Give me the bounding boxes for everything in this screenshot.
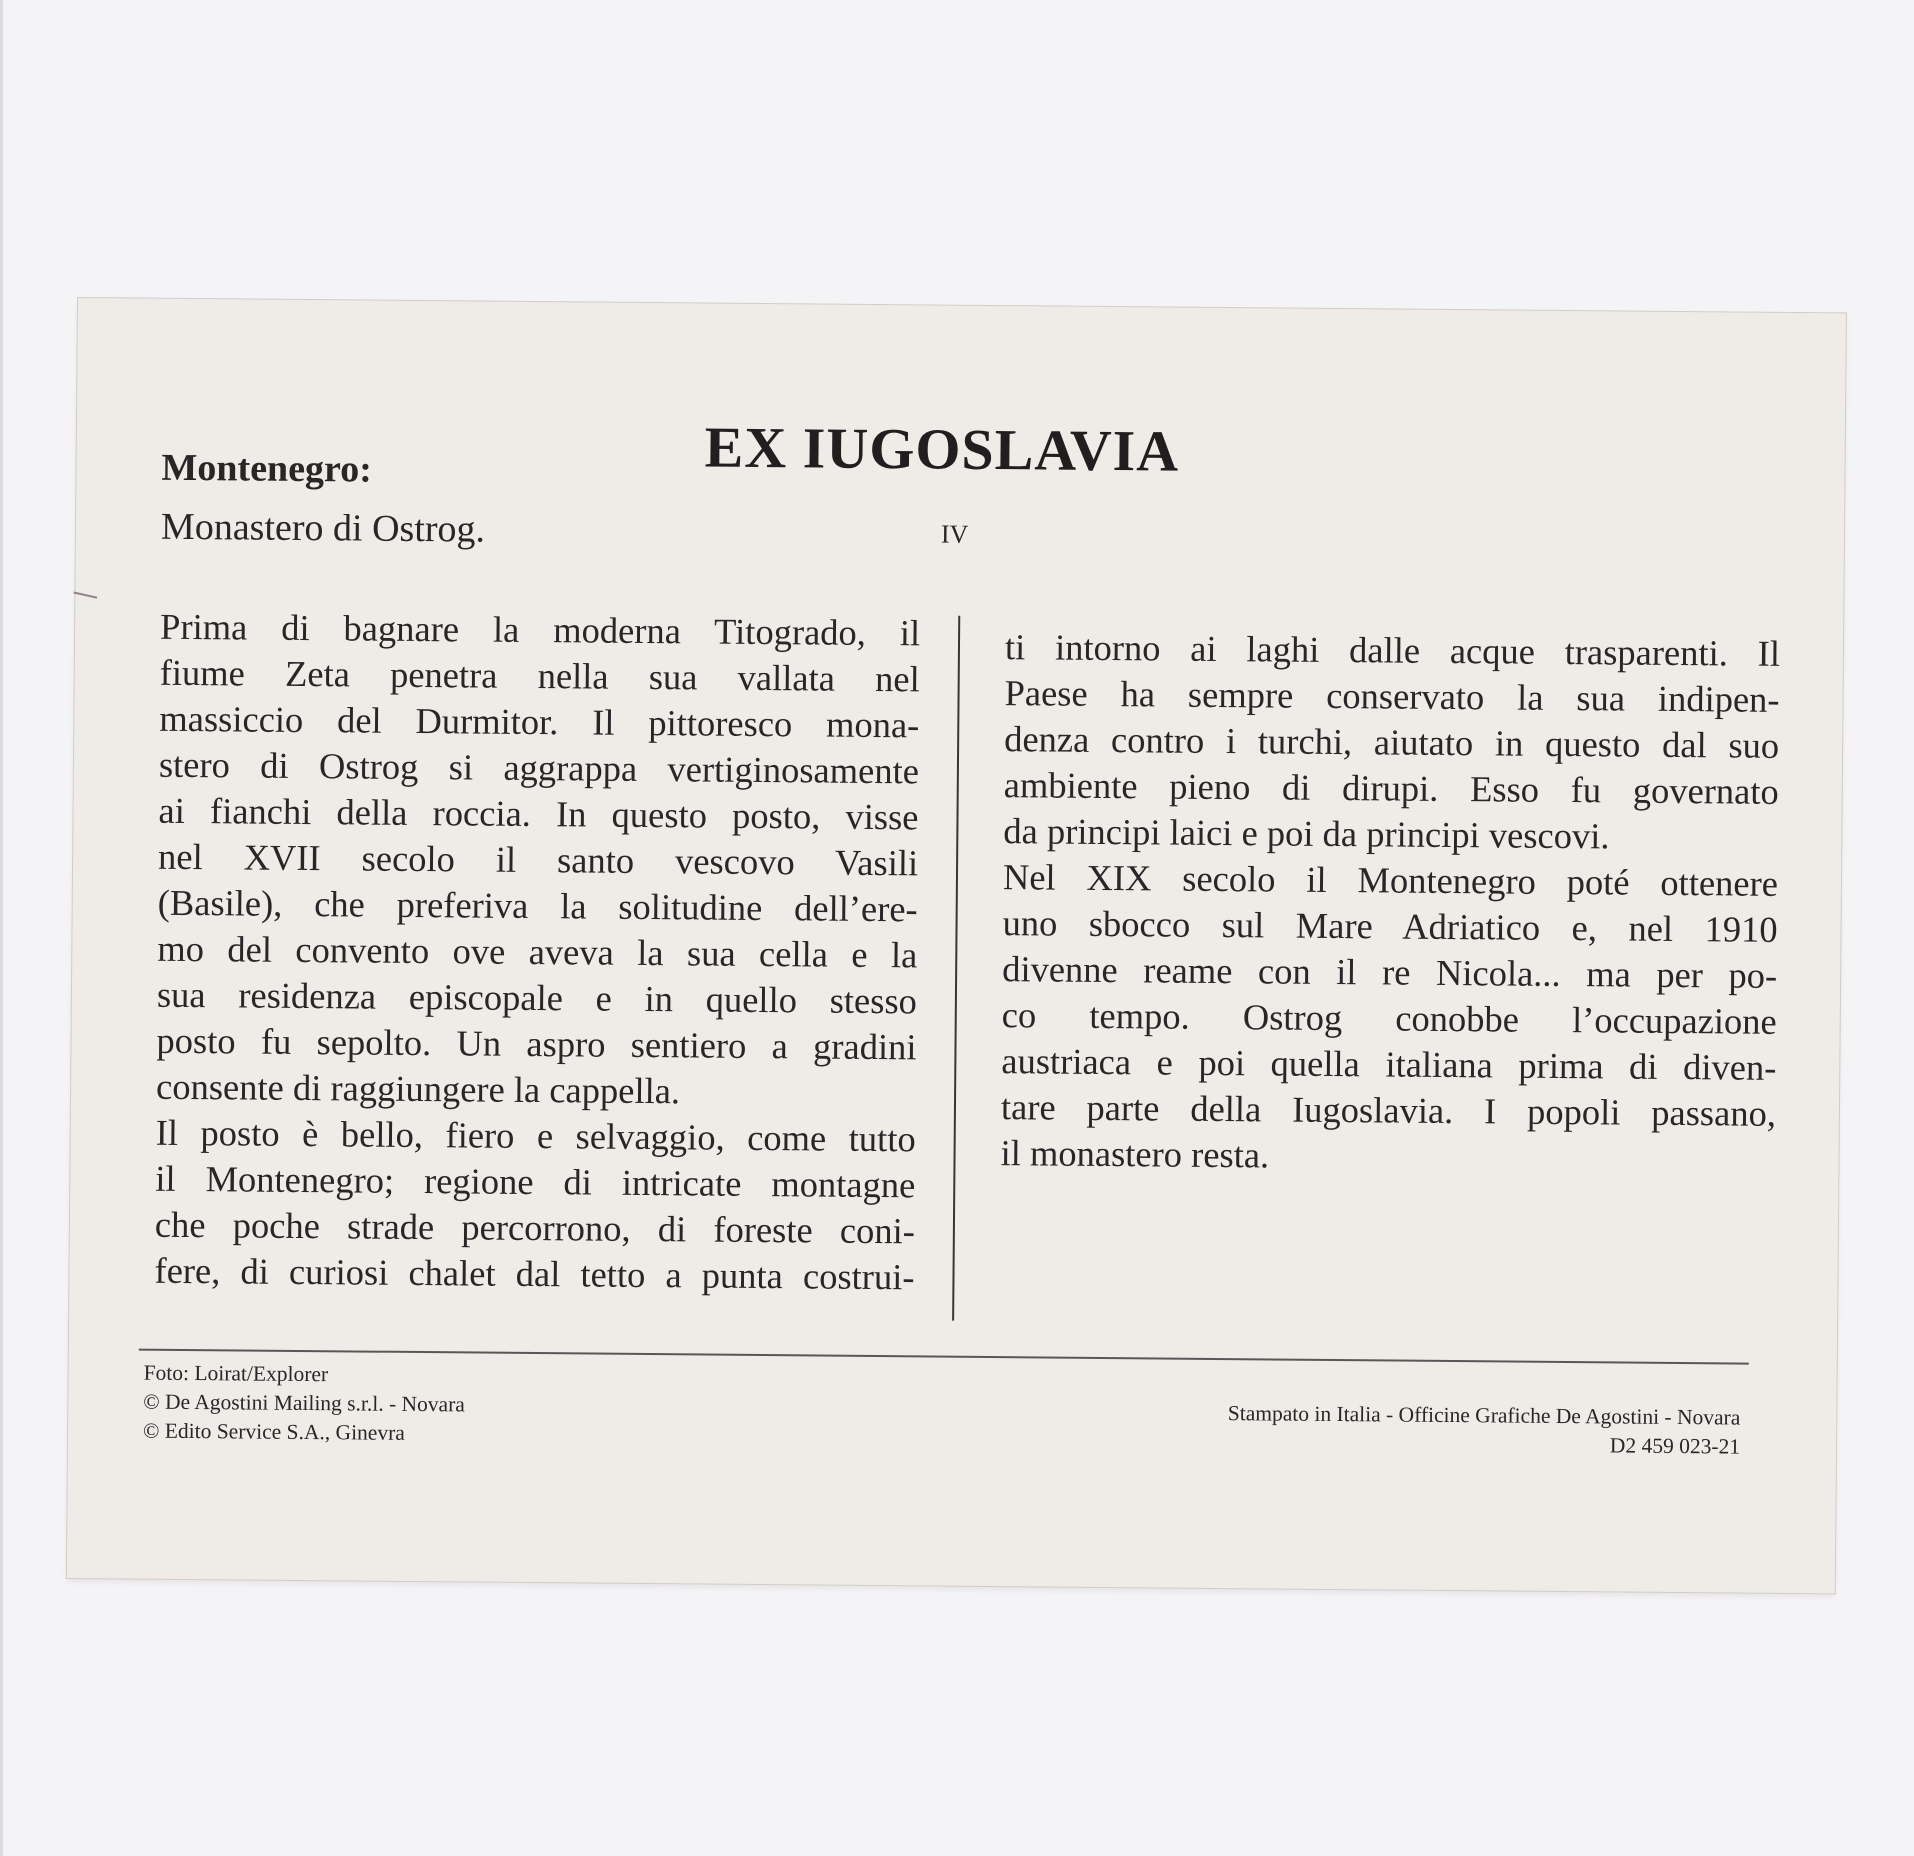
info-card <box>67 298 1846 1593</box>
text-line: il monastero resta. <box>1000 1132 1270 1176</box>
text-line: posto fu sepolto. Un aspro sentiero a gradini <box>156 1019 917 1068</box>
copyright-line: © De Agostini Mailing s.r.l. - Novara <box>143 1389 465 1417</box>
text-line: Nel XIX secolo il Montenegro poté ottenere <box>1002 856 1779 904</box>
text-line: massiccio del Durmitor. Il pittoresco mona- <box>159 697 920 746</box>
text-line: fiume Zeta penetra nella sua vallata nel <box>159 651 920 700</box>
text-line: austriaca e poi quella italiana prima di diven- <box>1001 1040 1777 1088</box>
text-line: (Basile), che preferiva la solitudine dell’ere- <box>157 881 918 930</box>
text-line: ti intorno ai laghi dalle acque trasparenti. Il <box>1004 626 1781 674</box>
copyright-line: © Edito Service S.A., Ginevra <box>143 1418 405 1445</box>
volume-number: IV <box>940 519 969 549</box>
text-line: nel XVII secolo il santo vescovo Vasili <box>157 835 919 884</box>
text-line: Il posto è bello, fiero e selvaggio, come tutto <box>155 1111 916 1160</box>
text-line: tare parte della Iugoslavia. I popoli passano, <box>1000 1086 1777 1134</box>
printer-block <box>1227 1399 1740 1461</box>
text-line: da principi laici e poi da principi vescovi. <box>1003 810 1610 857</box>
text-line: stero di Ostrog si aggrappa vertiginosamente <box>158 743 920 792</box>
text-line: il Montenegro; regione di intricate montagne <box>155 1157 916 1206</box>
region-heading: Montenegro: <box>161 446 373 491</box>
card-notch <box>74 591 98 598</box>
credits-block <box>143 1359 465 1449</box>
card-title: EX IUGOSLAVIA <box>704 414 1180 484</box>
text-line: co tempo. Ostrog conobbe l’occupazione <box>1001 994 1777 1042</box>
text-line: che poche strade percorrono, di foreste coni- <box>154 1203 916 1252</box>
text-line: mo del convento ove aveva la sua cella e la <box>157 927 918 976</box>
text-line: Prima di bagnare la moderna Titogrado, il <box>159 605 921 654</box>
text-line: consente di raggiungere la cappella. <box>155 1065 681 1112</box>
text-line: divenne reame con il re Nicola... ma per po- <box>1002 948 1778 996</box>
text-line: ai fianchi della roccia. In questo posto, visse <box>158 789 919 838</box>
column-divider <box>952 616 960 1321</box>
text-column-right <box>1000 624 1780 1183</box>
text-line: Paese ha sempre conservato la sua indipen- <box>1004 672 1780 720</box>
text-line: denza contro i turchi, aiutato in questo dal suo <box>1004 718 1780 766</box>
subject-subtitle: Monastero di Ostrog. <box>160 505 486 551</box>
text-line: ambiente pieno di dirupi. Esso fu governato <box>1003 764 1779 812</box>
text-line: fere, di curiosi chalet dal tetto a punta costrui- <box>154 1249 915 1298</box>
text-line: sua residenza episcopale e in quello stesso <box>156 973 918 1022</box>
photo-credit: Foto: Loirat/Explorer <box>143 1360 329 1387</box>
text-column-left <box>154 604 920 1301</box>
printer-line: Stampato in Italia - Officine Grafiche De Agostini - Novara <box>1227 1401 1741 1430</box>
text-line: uno sbocco sul Mare Adriatico e, nel 1910 <box>1002 902 1778 950</box>
product-code: D2 459 023-21 <box>1609 1433 1741 1459</box>
scan-edge-shadow <box>0 0 3 1856</box>
